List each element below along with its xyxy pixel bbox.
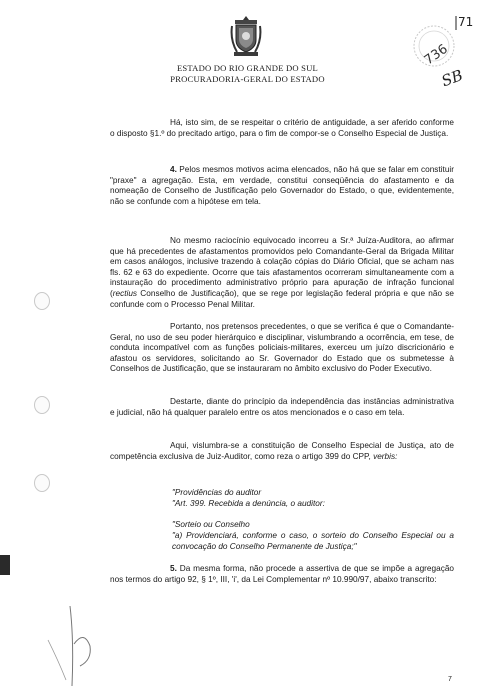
stamp-initials: SB [439, 66, 466, 91]
handwritten-mark [40, 600, 110, 690]
coat-of-arms-icon [229, 14, 263, 58]
paragraph-4: 4. Pelos mesmos motivos acima elencados, não há que se falar em constituir "praxe" a agregação. Esta, em verdade, constitui conseqüência do afastamento e da nomeação de Conselho de Justificação pelo Governador do Estado, o que, evidentemente, não se confunde com a hipótese em tela. [110, 165, 454, 206]
margin-mark [0, 555, 10, 575]
quote-heading-auditor: "Providências do auditor [172, 488, 262, 497]
paragraph-destarte: Destarte, diante do princípio da independência das instâncias administrativa e judicial, não há qualquer paralelo entre os atos mencionados e o caso em tela. [110, 397, 454, 417]
quote-item-a: "a) Providenciará, conforme o caso, o sorteio do Conselho Especial ou a convocação do Conselho Permanente de Justiça;" [172, 531, 454, 551]
quote-art-399: "Art. 399. Recebida a denúncia, o auditor: [172, 499, 325, 508]
header-state-name: ESTADO DO RIO GRANDE DO SUL [176, 63, 318, 73]
protocol-stamp [404, 8, 476, 100]
paragraph-number: 4. [170, 165, 177, 174]
punch-hole [34, 292, 50, 310]
stamp-number: 736 [421, 41, 451, 69]
punch-hole [34, 396, 50, 414]
page-number: 7 [448, 676, 452, 683]
paragraph-precedents: No mesmo raciocínio equivocado incorreu a Sr.ª Juíza-Auditora, ao afirmar que há precedentes de afastamentos promovidos pelo Comandante-Geral da Brigada Militar em casos análogos, inclusive trazendo à colação cópias do Diário Oficial, que se acham nas fls. 62 e 63 do expediente. Ocorre que tais afastamentos ocorreram simultaneamente com a instauração do procedimento administrativo próprio para apuração de infração funcional (rectius Conselho de Justificação), que se rege por legislação federal própria e que não se confunde com o Processo Penal Militar. [110, 236, 454, 309]
paragraph-aqui: Aqui, vislumbra-se a constituição de Conselho Especial de Justiça, ato de competência exclusiva de Juiz-Auditor, como reza o artigo 399 do CPP, verbis: [110, 441, 454, 461]
paragraph-number: 5. [170, 564, 177, 573]
stamp-corner-text: 71 [458, 15, 474, 29]
paragraph-1: Há, isto sim, de se respeitar o critério de antiguidade, a ser aferido conforme o disposto §1.º do precitado artigo, para o fim de compor-se o Conselho Especial de Justiça. [110, 118, 454, 138]
paragraph-5: 5. Da mesma forma, não procede a assertiva de que se impõe a agregação nos termos do artigo 92, § 1º, III, 'i', da Lei Complementar nº 10.990/97, abaixo transcrito: [110, 564, 454, 584]
header-office-name: PROCURADORIA-GERAL DO ESTADO [170, 74, 325, 84]
punch-hole [34, 474, 50, 492]
quote-heading-sorteio: "Sorteio ou Conselho [172, 520, 250, 529]
paragraph-portanto: Portanto, nos pretensos precedentes, o que se verifica é que o Comandante-Geral, no uso de seu poder hierárquico e disciplinar, vislumbrando a ocorrência, em tese, de conduta incompatível com as funções policiais-militares, exerceu um juízo discricionário e afastou os servidores, solicitando ao Sr. Governador do Estado que os submetesse à Conselhos de Justificação, que se instauraram no âmbito exclusivo do Poder Executivo. [110, 322, 454, 374]
